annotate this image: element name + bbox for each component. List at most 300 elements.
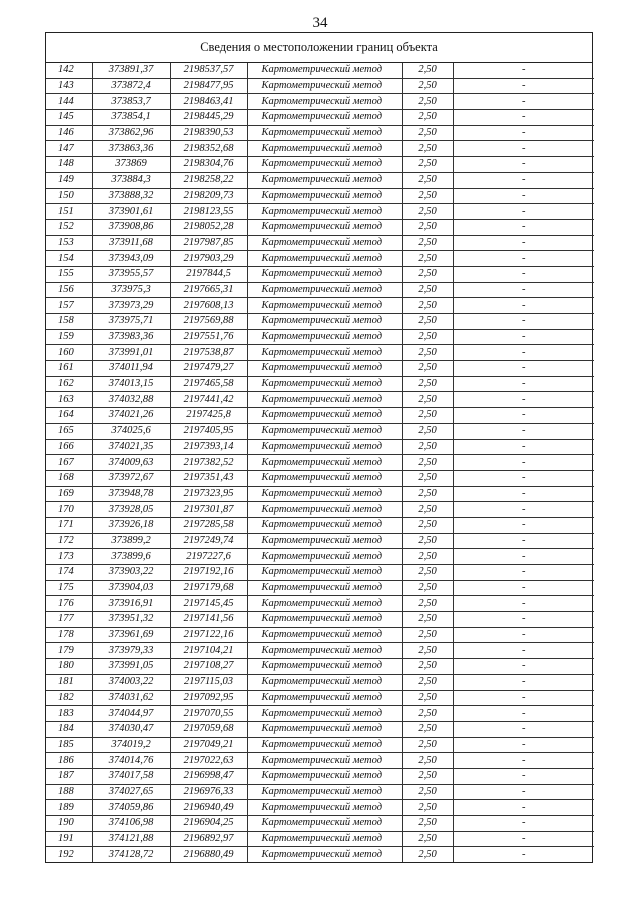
cell-accuracy: 2,50 (402, 643, 453, 659)
cell-point-number: 172 (46, 533, 92, 549)
cell-y-coordinate: 2198477,95 (170, 78, 247, 94)
cell-x-coordinate: 374009,63 (92, 455, 170, 471)
cell-accuracy: 2,50 (402, 627, 453, 643)
cell-x-coordinate: 373991,01 (92, 345, 170, 361)
cell-description: - (453, 141, 594, 157)
cell-point-number: 181 (46, 674, 92, 690)
cell-description: - (453, 674, 594, 690)
cell-method: Картометрический метод (247, 580, 402, 596)
table-row (46, 502, 594, 518)
cell-method: Картометрический метод (247, 125, 402, 141)
cell-x-coordinate: 373899,6 (92, 549, 170, 565)
cell-accuracy: 2,50 (402, 141, 453, 157)
cell-description: - (453, 455, 594, 471)
cell-point-number: 191 (46, 831, 92, 847)
cell-x-coordinate: 373901,61 (92, 204, 170, 220)
cell-method: Картометрический метод (247, 470, 402, 486)
cell-x-coordinate: 373983,36 (92, 329, 170, 345)
cell-method: Картометрический метод (247, 486, 402, 502)
cell-y-coordinate: 2197122,16 (170, 627, 247, 643)
table-row (46, 816, 594, 832)
table-row (46, 831, 594, 847)
cell-point-number: 165 (46, 423, 92, 439)
table-row (46, 204, 594, 220)
cell-accuracy: 2,50 (402, 125, 453, 141)
cell-y-coordinate: 2196880,49 (170, 847, 247, 862)
cell-description: - (453, 251, 594, 267)
cell-y-coordinate: 2197551,76 (170, 329, 247, 345)
cell-method: Картометрический метод (247, 533, 402, 549)
cell-method: Картометрический метод (247, 78, 402, 94)
cell-point-number: 170 (46, 502, 92, 518)
cell-x-coordinate: 374044,97 (92, 706, 170, 722)
cell-point-number: 179 (46, 643, 92, 659)
table-row (46, 172, 594, 188)
cell-accuracy: 2,50 (402, 204, 453, 220)
cell-description: - (453, 125, 594, 141)
cell-point-number: 167 (46, 455, 92, 471)
cell-accuracy: 2,50 (402, 376, 453, 392)
cell-point-number: 192 (46, 847, 92, 862)
cell-point-number: 184 (46, 721, 92, 737)
cell-description: - (453, 502, 594, 518)
cell-point-number: 148 (46, 157, 92, 173)
table-row (46, 533, 594, 549)
cell-accuracy: 2,50 (402, 816, 453, 832)
cell-x-coordinate: 373955,57 (92, 266, 170, 282)
cell-accuracy: 2,50 (402, 329, 453, 345)
cell-method: Картометрический метод (247, 94, 402, 110)
cell-method: Картометрический метод (247, 659, 402, 675)
cell-x-coordinate: 374128,72 (92, 847, 170, 862)
cell-accuracy: 2,50 (402, 580, 453, 596)
boundary-table-sheet (45, 32, 593, 863)
cell-point-number: 145 (46, 110, 92, 126)
cell-method: Картометрический метод (247, 596, 402, 612)
cell-accuracy: 2,50 (402, 533, 453, 549)
table-row (46, 266, 594, 282)
page-number: 34 (312, 15, 328, 31)
cell-accuracy: 2,50 (402, 596, 453, 612)
cell-accuracy: 2,50 (402, 800, 453, 816)
cell-description: - (522, 848, 526, 860)
cell-description: - (453, 800, 594, 816)
table-row (46, 549, 594, 565)
table-row (46, 612, 594, 628)
cell-accuracy: 2,50 (402, 408, 453, 424)
cell-point-number: 143 (46, 78, 92, 94)
cell-accuracy: 2,50 (402, 188, 453, 204)
cell-description: - (453, 643, 594, 659)
cell-accuracy: 2,50 (402, 612, 453, 628)
cell-point-number: 166 (46, 439, 92, 455)
cell-x-coordinate: 374021,26 (92, 408, 170, 424)
cell-y-coordinate: 2197569,88 (170, 314, 247, 330)
cell-description: - (453, 266, 594, 282)
cell-x-coordinate: 373948,78 (92, 486, 170, 502)
cell-accuracy: 2,50 (402, 251, 453, 267)
cell-y-coordinate: 2196892,97 (170, 831, 247, 847)
table-row (46, 219, 594, 235)
cell-point-number: 147 (46, 141, 92, 157)
cell-y-coordinate: 2197301,87 (170, 502, 247, 518)
cell-method: Картометрический метод (247, 784, 402, 800)
cell-method: Картометрический метод (247, 376, 402, 392)
cell-method: Картометрический метод (247, 847, 402, 862)
cell-description: - (453, 219, 594, 235)
cell-x-coordinate: 374121,88 (92, 831, 170, 847)
cell-point-number: 178 (46, 627, 92, 643)
cell-description: - (453, 63, 594, 78)
cell-description: - (453, 596, 594, 612)
cell-x-coordinate: 374106,98 (92, 816, 170, 832)
cell-y-coordinate: 2197115,03 (170, 674, 247, 690)
cell-accuracy: 2,50 (402, 361, 453, 377)
table-row (46, 314, 594, 330)
table-row (46, 63, 594, 78)
cell-x-coordinate: 374011,94 (92, 361, 170, 377)
cell-point-number: 158 (46, 314, 92, 330)
cell-description: - (453, 94, 594, 110)
cell-accuracy: 2,50 (402, 502, 453, 518)
cell-method: Картометрический метод (247, 768, 402, 784)
cell-y-coordinate: 2197903,29 (170, 251, 247, 267)
cell-description: - (453, 627, 594, 643)
cell-y-coordinate: 2197608,13 (170, 298, 247, 314)
cell-accuracy: 2,50 (402, 110, 453, 126)
cell-description: - (453, 361, 594, 377)
table-row (46, 627, 594, 643)
table-row (46, 423, 594, 439)
cell-point-number: 188 (46, 784, 92, 800)
cell-x-coordinate: 374027,65 (92, 784, 170, 800)
cell-description: - (453, 157, 594, 173)
cell-x-coordinate: 373973,29 (92, 298, 170, 314)
cell-y-coordinate: 2197049,21 (170, 737, 247, 753)
cell-method: Картометрический метод (247, 549, 402, 565)
cell-description: - (453, 612, 594, 628)
cell-x-coordinate: 373979,33 (92, 643, 170, 659)
cell-y-coordinate: 2198258,22 (170, 172, 247, 188)
cell-point-number: 186 (46, 753, 92, 769)
cell-x-coordinate: 374030,47 (92, 721, 170, 737)
cell-point-number: 175 (46, 580, 92, 596)
cell-y-coordinate: 2197192,16 (170, 565, 247, 581)
cell-y-coordinate: 2198052,28 (170, 219, 247, 235)
cell-description: - (453, 376, 594, 392)
cell-x-coordinate: 373888,32 (92, 188, 170, 204)
cell-description: - (453, 549, 594, 565)
cell-x-coordinate: 373872,4 (92, 78, 170, 94)
cell-point-number: 176 (46, 596, 92, 612)
cell-y-coordinate: 2197249,74 (170, 533, 247, 549)
table-row (46, 408, 594, 424)
cell-method: Картометрический метод (247, 565, 402, 581)
cell-point-number: 168 (46, 470, 92, 486)
cell-description: - (453, 753, 594, 769)
cell-x-coordinate: 373862,96 (92, 125, 170, 141)
cell-y-coordinate: 2197145,45 (170, 596, 247, 612)
cell-accuracy: 2,50 (402, 470, 453, 486)
cell-method: Картометрический метод (247, 800, 402, 816)
cell-x-coordinate: 374013,15 (92, 376, 170, 392)
table-row (46, 235, 594, 251)
cell-y-coordinate: 2198304,76 (170, 157, 247, 173)
cell-method: Картометрический метод (247, 172, 402, 188)
cell-description: - (453, 580, 594, 596)
cell-method: Картометрический метод (247, 612, 402, 628)
cell-accuracy: 2,50 (402, 298, 453, 314)
cell-accuracy: 2,50 (402, 172, 453, 188)
cell-method: Картометрический метод (247, 831, 402, 847)
table-row (46, 847, 594, 862)
cell-x-coordinate: 373854,1 (92, 110, 170, 126)
cell-x-coordinate: 374003,22 (92, 674, 170, 690)
cell-method: Картометрический метод (247, 329, 402, 345)
cell-method: Картометрический метод (247, 627, 402, 643)
cell-y-coordinate: 2197179,68 (170, 580, 247, 596)
cell-description: - (453, 408, 594, 424)
cell-accuracy: 2,50 (402, 63, 453, 78)
cell-description: - (453, 298, 594, 314)
table-row (46, 392, 594, 408)
cell-y-coordinate: 2197351,43 (170, 470, 247, 486)
cell-description: - (453, 282, 594, 298)
cell-point-number: 146 (46, 125, 92, 141)
cell-accuracy: 2,50 (402, 439, 453, 455)
table-row (46, 753, 594, 769)
cell-method: Картометрический метод (247, 235, 402, 251)
cell-x-coordinate: 374019,2 (92, 737, 170, 753)
cell-y-coordinate: 2196940,49 (170, 800, 247, 816)
cell-y-coordinate: 2197405,95 (170, 423, 247, 439)
cell-x-coordinate: 373928,05 (92, 502, 170, 518)
cell-y-coordinate: 2197465,58 (170, 376, 247, 392)
table-row (46, 376, 594, 392)
cell-accuracy: 2,50 (402, 768, 453, 784)
cell-y-coordinate: 2197108,27 (170, 659, 247, 675)
table-row (46, 706, 594, 722)
table-row (46, 596, 594, 612)
cell-method: Картометрический метод (247, 204, 402, 220)
table-row (46, 188, 594, 204)
cell-description: - (453, 329, 594, 345)
cell-point-number: 142 (46, 63, 92, 78)
cell-description: - (453, 235, 594, 251)
cell-x-coordinate: 373972,67 (92, 470, 170, 486)
cell-accuracy: 2,50 (402, 314, 453, 330)
cell-method: Картометрический метод (247, 63, 402, 78)
table-row (46, 643, 594, 659)
table-row (46, 768, 594, 784)
cell-point-number: 169 (46, 486, 92, 502)
cell-description: - (453, 439, 594, 455)
cell-accuracy: 2,50 (402, 737, 453, 753)
cell-point-number: 150 (46, 188, 92, 204)
cell-x-coordinate: 373908,86 (92, 219, 170, 235)
cell-y-coordinate: 2198537,57 (170, 63, 247, 78)
table-row (46, 784, 594, 800)
table-row (46, 721, 594, 737)
table-row (46, 439, 594, 455)
cell-accuracy: 2,50 (402, 266, 453, 282)
cell-point-number: 174 (46, 565, 92, 581)
cell-y-coordinate: 2198123,55 (170, 204, 247, 220)
cell-y-coordinate: 2197441,42 (170, 392, 247, 408)
cell-description: - (453, 565, 594, 581)
cell-accuracy: 2,50 (402, 282, 453, 298)
cell-method: Картометрический метод (247, 188, 402, 204)
cell-x-coordinate: 373904,03 (92, 580, 170, 596)
cell-x-coordinate: 373926,18 (92, 517, 170, 533)
cell-accuracy: 2,50 (402, 345, 453, 361)
cell-description: - (453, 533, 594, 549)
cell-point-number: 171 (46, 517, 92, 533)
cell-x-coordinate: 373853,7 (92, 94, 170, 110)
cell-y-coordinate: 2198390,53 (170, 125, 247, 141)
cell-method: Картометрический метод (247, 517, 402, 533)
cell-description: - (453, 721, 594, 737)
table-title: Сведения о местоположении границ объекта (46, 33, 592, 63)
cell-method: Картометрический метод (247, 266, 402, 282)
cell-description: - (453, 423, 594, 439)
cell-description: - (453, 659, 594, 675)
cell-point-number: 157 (46, 298, 92, 314)
cell-description: - (453, 517, 594, 533)
cell-description: - (453, 690, 594, 706)
table-row (46, 690, 594, 706)
cell-method: Картометрический метод (247, 423, 402, 439)
cell-y-coordinate: 2197665,31 (170, 282, 247, 298)
cell-y-coordinate: 2198352,68 (170, 141, 247, 157)
cell-method: Картометрический метод (247, 345, 402, 361)
cell-x-coordinate: 374021,35 (92, 439, 170, 455)
cell-x-coordinate: 374031,62 (92, 690, 170, 706)
cell-accuracy: 2,50 (402, 549, 453, 565)
cell-x-coordinate: 373899,2 (92, 533, 170, 549)
cell-x-coordinate: 374032,88 (92, 392, 170, 408)
table-row (46, 470, 594, 486)
cell-method: Картометрический метод (247, 737, 402, 753)
table-row (46, 282, 594, 298)
cell-accuracy: 2,50 (402, 94, 453, 110)
cell-method: Картометрический метод (247, 157, 402, 173)
cell-accuracy: 2,50 (402, 486, 453, 502)
cell-description: - (453, 110, 594, 126)
cell-y-coordinate: 2197227,6 (170, 549, 247, 565)
table-row (46, 94, 594, 110)
cell-point-number: 160 (46, 345, 92, 361)
cell-point-number: 159 (46, 329, 92, 345)
cell-method: Картометрический метод (247, 282, 402, 298)
cell-accuracy: 2,50 (402, 784, 453, 800)
cell-description: - (453, 392, 594, 408)
table-row (46, 361, 594, 377)
cell-x-coordinate: 374014,76 (92, 753, 170, 769)
table-row (46, 659, 594, 675)
cell-y-coordinate: 2197092,95 (170, 690, 247, 706)
cell-point-number: 144 (46, 94, 92, 110)
cell-point-number: 183 (46, 706, 92, 722)
cell-method: Картометрический метод (247, 721, 402, 737)
cell-y-coordinate: 2196976,33 (170, 784, 247, 800)
cell-description: - (453, 486, 594, 502)
cell-accuracy: 2,50 (402, 455, 453, 471)
cell-description: - (453, 831, 594, 847)
cell-method: Картометрический метод (247, 298, 402, 314)
cell-point-number: 177 (46, 612, 92, 628)
cell-point-number: 153 (46, 235, 92, 251)
cell-accuracy: 2,50 (402, 235, 453, 251)
cell-method: Картометрический метод (247, 674, 402, 690)
cell-x-coordinate: 373916,91 (92, 596, 170, 612)
cell-y-coordinate: 2197844,5 (170, 266, 247, 282)
cell-point-number: 187 (46, 768, 92, 784)
table-row (46, 78, 594, 94)
cell-y-coordinate: 2197070,55 (170, 706, 247, 722)
table-row (46, 674, 594, 690)
cell-x-coordinate: 373911,68 (92, 235, 170, 251)
cell-accuracy: 2,50 (402, 565, 453, 581)
cell-description: - (453, 204, 594, 220)
cell-x-coordinate: 373863,36 (92, 141, 170, 157)
table-row (46, 141, 594, 157)
table-body (46, 63, 594, 862)
cell-description: - (453, 188, 594, 204)
table-row (46, 110, 594, 126)
table-row (46, 157, 594, 173)
cell-point-number: 164 (46, 408, 92, 424)
cell-y-coordinate: 2197425,8 (170, 408, 247, 424)
cell-point-number: 151 (46, 204, 92, 220)
cell-accuracy: 2,50 (402, 690, 453, 706)
cell-x-coordinate: 373903,22 (92, 565, 170, 581)
cell-y-coordinate: 2198463,41 (170, 94, 247, 110)
cell-description: - (453, 706, 594, 722)
table-row (46, 251, 594, 267)
cell-y-coordinate: 2197479,27 (170, 361, 247, 377)
cell-point-number: 182 (46, 690, 92, 706)
cell-x-coordinate: 373869 (92, 157, 170, 173)
cell-y-coordinate: 2198445,29 (170, 110, 247, 126)
cell-accuracy: 2,50 (402, 659, 453, 675)
cell-x-coordinate: 373884,3 (92, 172, 170, 188)
table-row (46, 580, 594, 596)
cell-x-coordinate: 373975,3 (92, 282, 170, 298)
cell-method: Картометрический метод (247, 251, 402, 267)
table-row (46, 298, 594, 314)
cell-y-coordinate: 2197104,21 (170, 643, 247, 659)
table-row (46, 800, 594, 816)
cell-method: Картометрический метод (247, 706, 402, 722)
cell-point-number: 154 (46, 251, 92, 267)
table-row (46, 125, 594, 141)
cell-method: Картометрический метод (247, 314, 402, 330)
cell-point-number: 162 (46, 376, 92, 392)
cell-method: Картометрический метод (247, 690, 402, 706)
cell-point-number: 173 (46, 549, 92, 565)
cell-y-coordinate: 2197382,52 (170, 455, 247, 471)
cell-method: Картометрический метод (247, 455, 402, 471)
cell-accuracy: 2,50 (402, 392, 453, 408)
cell-description: - (453, 470, 594, 486)
cell-method: Картометрический метод (247, 408, 402, 424)
cell-description: - (453, 345, 594, 361)
cell-accuracy: 2,50 (402, 831, 453, 847)
cell-method: Картометрический метод (247, 753, 402, 769)
cell-description: - (453, 816, 594, 832)
cell-x-coordinate: 373951,32 (92, 612, 170, 628)
